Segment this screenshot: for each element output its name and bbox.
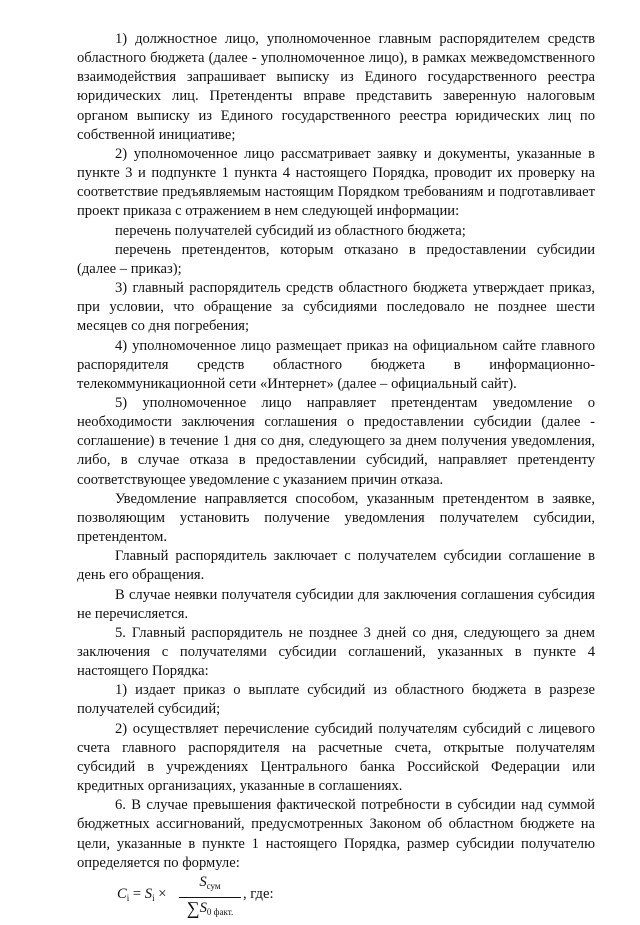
- formula-lhs: $C_i = S_i$ ×: [117, 885, 167, 903]
- paragraph-1: 1) должностное лицо, уполномоченное главным распорядителем средств областного бюджета (далее - уполномоченное лицо), в рамках межведомственного взаимодействия запрашивает выписку из Единого государственного реестра юридических лиц. Претенденты вправе представить заверенную налоговым органом выписку из Единого государственного реестра юридических лиц по собственной инициативе;: [77, 31, 595, 143]
- paragraph-12: 1) издает приказ о выплате субсидий из областного бюджета в разрезе получателей субсидий;: [77, 682, 595, 718]
- formula-tail: , где:: [243, 885, 274, 902]
- paragraph-6: 4) уполномоченное лицо размещает приказ на официальном сайте главного распорядителя средств областного бюджета в информационно-телекоммуникационной сети «Интернет» (далее – официальный сайт).: [77, 337, 595, 392]
- paragraph-5: 3) главный распорядитель средств областного бюджета утверждает приказ, при условии, что обращение за субсидиями последовало не позднее шести месяцев со дня погребения;: [77, 280, 595, 335]
- paragraph-8: Уведомление направляется способом, указанным претендентом в заявке, позволяющим установить получение уведомления получателем субсидии, претендентом.: [77, 490, 595, 546]
- paragraph-3: перечень получателей субсидий из областного бюджета;: [115, 222, 466, 239]
- paragraph-7: 5) уполномоченное лицо направляет претендентам уведомление о необходимости заключения соглашения о предоставлении субсидии (далее - соглашение) в течение 1 дня со дня, следующего за днем получения уведомления, либо, в случае отказа в предоставлении субсидий, направляет претенденту соответствующее уведомление с указанием причин отказа.: [77, 394, 595, 488]
- paragraph-4: перечень претендентов, которым отказано в предоставлении субсидии (далее – приказ);: [77, 241, 595, 277]
- paragraph-13: 2) осуществляет перечисление субсидий получателям субсидий с лицевого счета главного распорядителя на расчетные счета, открытые получателям субсидий в учреждениях Центрального банка Российской Федерации или кредитных организациях, указанные в соглашениях.: [77, 720, 595, 795]
- subsidy-formula: [77, 875, 595, 925]
- formula-numerator: $S_{сум}$: [179, 873, 241, 898]
- paragraph-10: В случае неявки получателя субсидии для заключения соглашения субсидия не перечисляется.: [77, 586, 595, 622]
- paragraph-2: 2) уполномоченное лицо рассматривает заявку и документы, указанные в пункте 3 и подпункте 1 пункта 4 настоящего Порядка, проводит их проверку на соответствие предъявляемым настоящим Порядком требованиям и подготавливает проект приказа с отражением в нем следующей информации:: [77, 145, 595, 220]
- paragraph-14: 6. В случае превышения фактической потребности в субсидии над суммой бюджетных ассигнований, предусмотренных Законом об областном бюджете на цели, указанные в пункте 1 настоящего Порядка, размер субсидии получателю определяется по формуле:: [77, 797, 595, 871]
- paragraph-11: 5. Главный распорядитель не позднее 3 дней со дня, следующего за днем заключения с получателями субсидии соглашений, указанных в пункте 4 настоящего Порядка:: [77, 624, 595, 680]
- document-page: [77, 30, 595, 925]
- formula-fraction: [179, 873, 241, 922]
- formula-denominator: $\sum S_{0 факт.}$: [186, 898, 234, 919]
- paragraph-9: Главный распорядитель заключает с получателем субсидии соглашение в день его обращения.: [77, 548, 595, 584]
